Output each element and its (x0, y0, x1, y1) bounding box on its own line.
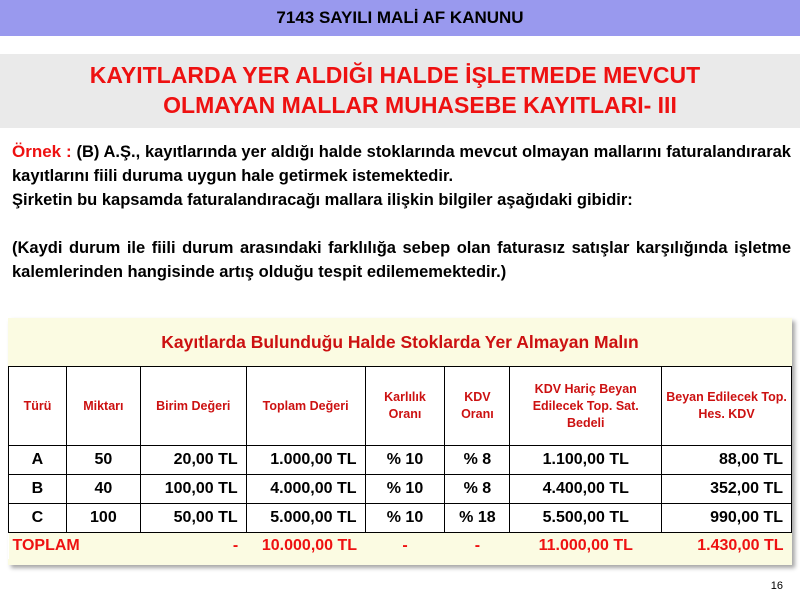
table-cell: B (9, 475, 67, 504)
table-cell: 4.400,00 TL (510, 475, 662, 504)
table-cell: 50,00 TL (140, 504, 246, 533)
total-cell: - (140, 533, 246, 560)
column-header: KDV Oranı (445, 367, 510, 446)
table-cell: C (9, 504, 67, 533)
body-text (12, 140, 791, 284)
table-cell: % 10 (365, 446, 445, 475)
column-header: Beyan Edilecek Top. Hes. KDV (662, 367, 792, 446)
table-cell: % 10 (365, 504, 445, 533)
table-cell: 5.500,00 TL (510, 504, 662, 533)
table-row (9, 475, 792, 504)
table-cell: % 18 (445, 504, 510, 533)
table-panel (8, 318, 792, 565)
table-cell: % 8 (445, 475, 510, 504)
note-paragraph: (Kaydi durum ile fiili durum arasındaki farklılığa sebep olan faturasız satışlar karşılığında işletme kalemlerinden hangisinde artış olduğu tespit edilememektedir.) (12, 239, 791, 281)
column-header: Karlılık Oranı (365, 367, 445, 446)
data-table (8, 366, 792, 559)
slide-title-line2: OLMAYAN MALLAR MUHASEBE KAYITLARI- III (163, 92, 677, 118)
table-cell: 1.000,00 TL (246, 446, 365, 475)
table-cell: 100,00 TL (140, 475, 246, 504)
table-cell: 20,00 TL (140, 446, 246, 475)
total-cell: 1.430,00 TL (662, 533, 792, 560)
slide-title (0, 60, 800, 120)
table-cell: 40 (66, 475, 140, 504)
table-cell: 1.100,00 TL (510, 446, 662, 475)
total-cell: - (365, 533, 445, 560)
table-cell: 50 (66, 446, 140, 475)
table-cell: 4.000,00 TL (246, 475, 365, 504)
info-paragraph: Şirketin bu kapsamda faturalandıracağı mallara ilişkin bilgiler aşağıdaki gibidir: (12, 191, 633, 209)
example-paragraph (12, 140, 791, 188)
header-title: 7143 SAYILI MALİ AF KANUNU (276, 8, 524, 27)
column-header: Miktarı (66, 367, 140, 446)
table-cell: 5.000,00 TL (246, 504, 365, 533)
total-cell: 10.000,00 TL (246, 533, 365, 560)
table-cell: 990,00 TL (662, 504, 792, 533)
table-cell: 352,00 TL (662, 475, 792, 504)
total-row (9, 533, 792, 560)
table-cell: % 8 (445, 446, 510, 475)
column-header: Türü (9, 367, 67, 446)
example-label: Örnek : (12, 142, 72, 161)
total-label: TOPLAM (9, 533, 141, 560)
example-text: (B) A.Ş., kayıtlarında yer aldığı halde stoklarında mevcut olmayan mallarını faturalandırarak kayıtlarını fiili duruma uygun hale getirmek istemektedir. (12, 143, 791, 185)
table-cell: 88,00 TL (662, 446, 792, 475)
column-header: Birim Değeri (140, 367, 246, 446)
table-cell: 100 (66, 504, 140, 533)
table-title: Kayıtlarda Bulunduğu Halde Stoklarda Yer Almayan Malın (161, 331, 639, 352)
column-header: Toplam Değeri (246, 367, 365, 446)
table-row (9, 504, 792, 533)
table-row (9, 446, 792, 475)
slide-title-line1: KAYITLARDA YER ALDIĞI HALDE İŞLETMEDE MEVCUT (89, 62, 701, 88)
table-header-row (9, 367, 792, 446)
page-number: 16 (770, 580, 783, 592)
table-cell: % 10 (365, 475, 445, 504)
header-bar (0, 0, 800, 36)
table-cell: A (9, 446, 67, 475)
total-cell: 11.000,00 TL (510, 533, 662, 560)
column-header: KDV Hariç Beyan Edilecek Top. Sat. Bedeli (510, 367, 662, 446)
total-cell: - (445, 533, 510, 560)
